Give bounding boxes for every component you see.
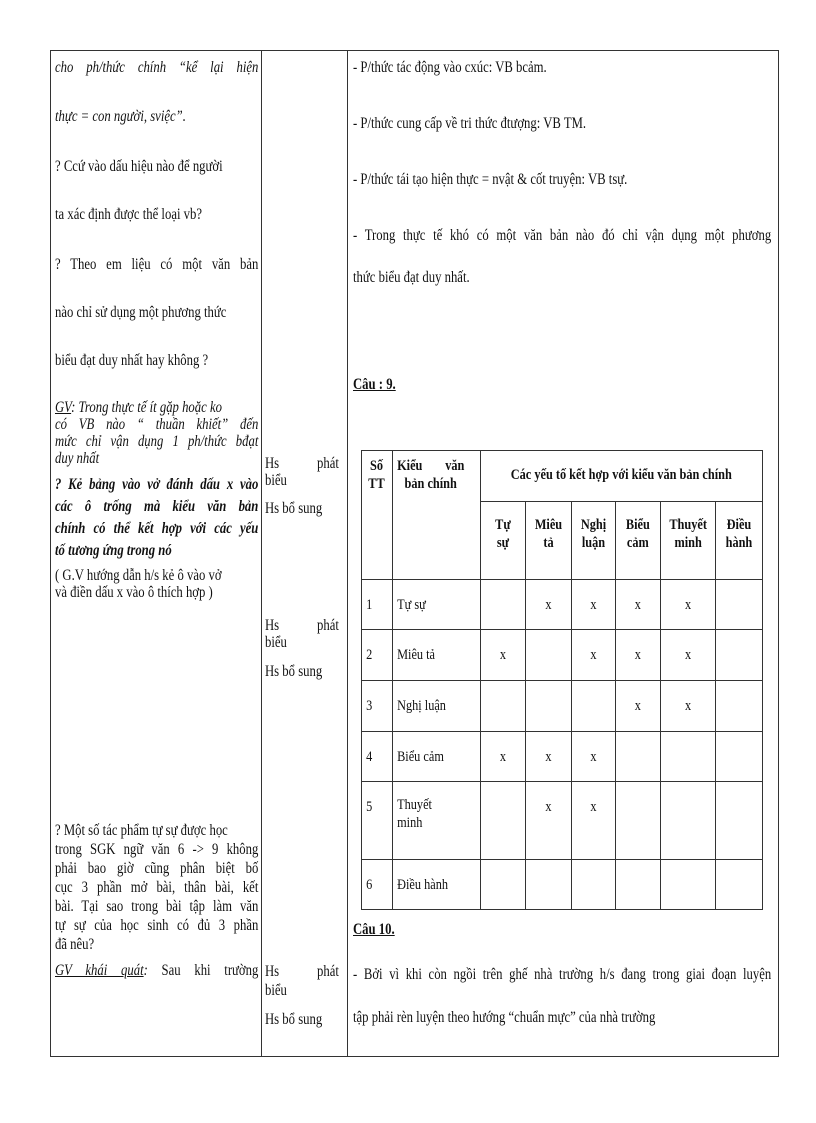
cau-9-heading: Câu : 9. — [353, 376, 396, 393]
bullet-line: - P/thức tái tạo hiện thực = nvật & cốt truyện: VB tsự. — [353, 171, 628, 188]
gv-summary-label: GV khái quát — [55, 962, 144, 979]
subheader-mieu-ta: Miêu tả — [526, 502, 572, 580]
gv-note-line: có VB nào “ thuần khiết” đến — [55, 416, 259, 433]
header-type: Kiểu văn bản chính — [393, 451, 481, 580]
question-line: phải bao giờ cũng phân biệt bố — [55, 860, 259, 877]
question-line: trong SGK ngữ văn 6 -> 9 không — [55, 841, 259, 858]
question-line: ? Một số tác phẩm tự sự được học — [55, 822, 228, 839]
question-line: ? Theo em liệu có một văn bản — [55, 256, 259, 273]
gv-label: GV — [55, 399, 72, 416]
instruction-line: ( G.V hướng dẫn h/s kẻ ô vào vở — [55, 567, 222, 584]
question-line: nào chỉ sử dụng một phương thức — [55, 304, 227, 321]
gv-note-line: duy nhất — [55, 450, 100, 467]
question-line: cục 3 phần mở bài, thân bài, kết — [55, 879, 259, 896]
question-line: biểu đạt duy nhất hay không ? — [55, 352, 209, 369]
answer-line: tập phải rèn luyện theo hướng “chuẩn mực” của nhà trường — [353, 1009, 656, 1026]
subheader-bieu-cam: Biểu cảm — [616, 502, 661, 580]
conclusion-line: - Trong thực tế khó có một văn bản nào đó chỉ vận dụng một phương — [353, 227, 772, 244]
bullet-line: - P/thức cung cấp về tri thức đtượng: VB TM. — [353, 115, 587, 132]
gv-note-line: GV: Trong thực tế ít gặp hoặc ko — [55, 399, 222, 416]
question-line: tự sự của học sinh có đủ 3 phần — [55, 917, 259, 934]
teacher-activity-column — [51, 51, 262, 1056]
table-row: 3 Nghị luận x x — [362, 681, 763, 732]
subheader-tu-su: Tự sự — [481, 502, 526, 580]
task-line: chính có thể kết hợp với các yếu — [55, 520, 259, 537]
intro-line: thực = con người, sviệc”. — [55, 108, 186, 125]
conclusion-line: thức biểu đạt duy nhất. — [353, 269, 470, 286]
cau-10-heading: Câu 10. — [353, 921, 395, 938]
question-line: ? Ccứ vào dấu hiệu nào để người — [55, 158, 223, 175]
intro-line: cho ph/thức chính “kể lại hiện — [55, 59, 259, 76]
table-row: 6 Điều hành — [362, 860, 763, 910]
gv-summary-line: GV khái quát: Sau khi trường — [55, 962, 259, 979]
subheader-nghi-luan: Nghị luận — [572, 502, 616, 580]
subheader-dieu-hanh: Điều hành — [716, 502, 763, 580]
instruction-line: và điền dấu x vào ô thích hợp ) — [55, 584, 213, 601]
gv-note-line: mức chỉ vận dụng 1 ph/thức bđạt — [55, 433, 259, 450]
table-row: 1 Tự sự x x x x — [362, 580, 763, 630]
student-activity-column: Hs phát biểu Hs bổ sung Hs phát biểu Hs bổ sung Hs phát biểu Hs bổ sung — [261, 51, 348, 1056]
bullet-line: - P/thức tác động vào cxúc: VB bcảm. — [353, 59, 547, 76]
table-row: 4 Biểu cảm x x x — [362, 732, 763, 782]
combination-table — [361, 450, 763, 910]
subheader-thuyet-minh: Thuyết minh — [660, 502, 715, 580]
task-line: các ô trống mà kiểu văn bản — [55, 498, 259, 515]
lesson-plan-table — [50, 50, 779, 1057]
task-line: ? Kẻ bảng vào vở đánh dấu x vào — [55, 476, 259, 493]
header-group: Các yếu tố kết hợp với kiểu văn bản chính — [481, 451, 763, 502]
content-column — [347, 51, 778, 1056]
table-row: 2 Miêu tả x x x x — [362, 630, 763, 681]
question-line: bài. Tại sao trong bài tập làm văn — [55, 898, 259, 915]
table-row: 5 Thuyết minh x x — [362, 782, 763, 860]
question-line: ta xác định được thể loại vb? — [55, 206, 203, 223]
task-line: tố tương ứng trong nó — [55, 542, 172, 559]
question-line: đã nêu? — [55, 936, 95, 953]
answer-line: - Bởi vì khi còn ngồi trên ghế nhà trường h/s đang trong giai đoạn luyện — [353, 966, 772, 983]
header-stt: Số TT — [362, 451, 393, 580]
